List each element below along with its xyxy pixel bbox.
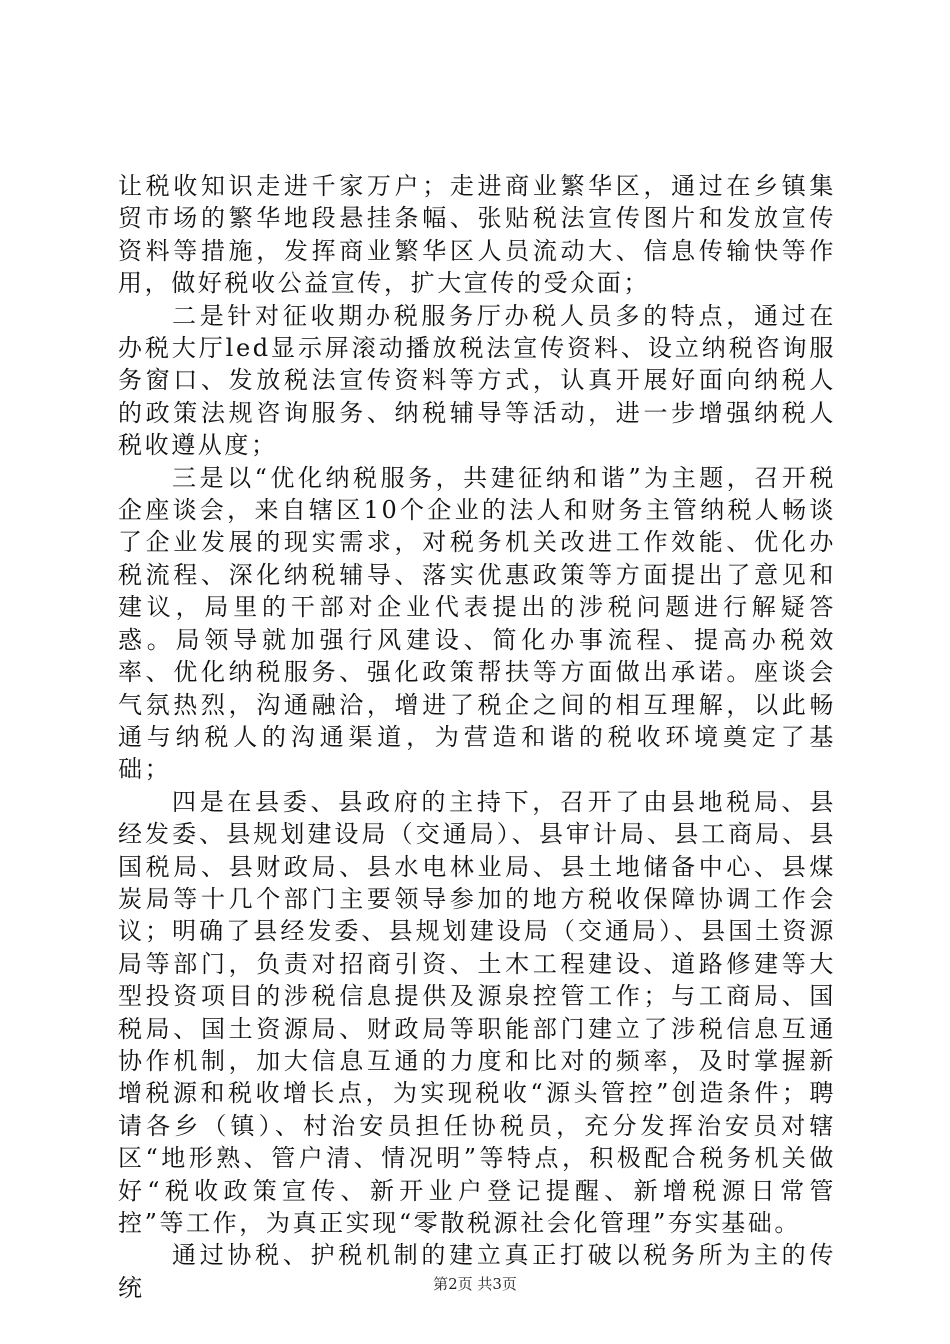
page-number-footer: 第2页 共3页 — [433, 1275, 517, 1293]
paragraph-item-three: 三是以“优化纳税服务，共建征纳和谐”为主题，召开税企座谈会，来自辖区10个企业的法人和财务主管纳税人畅谈了企业发展的现实需求，对税务机关改进工作效能、优化办税流程、深化纳税辅导、落实优惠政策等方面提出了意见和建议，局里的干部对企业代表提出的涉税问题进行解疑答惑。局领导就加强行风建设、简化办事流程、提高办税效率、优化纳税服务、强化政策帮扶等方面做出承诺。座谈会气氛热烈，沟通融洽，增进了税企之间的相互理解，以此畅通与纳税人的沟通渠道，为营造和谐的税收环境奠定了基础； — [118, 463, 836, 784]
paragraph-item-two: 二是针对征收期办税服务厅办税人员多的特点，通过在办税大厅led显示屏滚动播放税法宣传资料、设立纳税咨询服务窗口、发放税法宣传资料等方式，认真开展好面向纳税人的政策法规咨询服务、纳税辅导等活动，进一步增强纳税人税收遵从度； — [118, 301, 836, 460]
document-body — [118, 170, 836, 1304]
paragraph-continued: 让税收知识走进千家万户；走进商业繁华区，通过在乡镇集贸市场的繁华地段悬挂条幅、张贴税法宣传图片和发放宣传资料等措施，发挥商业繁华区人员流动大、信息传输快等作用，做好税收公益宣传，扩大宣传的受众面； — [118, 172, 836, 298]
paragraph-item-four: 四是在县委、县政府的主持下，召开了由县地税局、县经发委、县规划建设局（交通局）、县审计局、县工商局、县国税局、县财政局、县水电林业局、县土地储备中心、县煤炭局等十几个部门主要领导参加的地方税收保障协调工作会议；明确了县经发委、县规划建设局（交通局）、县国土资源局等部门，负责对招商引资、土木工程建设、道路修建等大型投资项目的涉税信息提供及源泉控管工作；与工商局、国税局、国土资源局、财政局等职能部门建立了涉税信息互通协作机制，加大信息互通的力度和比对的频率，及时掌握新增税源和税收增长点，为实现税收“源头管控”创造条件；聘请各乡（镇）、村治安员担任协税员，充分发挥治安员对辖区“地形熟、管户清、情况明”等特点，积极配合税务机关做好“税收政策宣传、新开业户登记提醒、新增税源日常管控”等工作，为真正实现“零散税源社会化管理”夯实基础。 — [118, 787, 836, 1237]
paragraph-conclusion: 通过协税、护税机制的建立真正打破以税务所为主的传统 — [118, 1241, 836, 1302]
